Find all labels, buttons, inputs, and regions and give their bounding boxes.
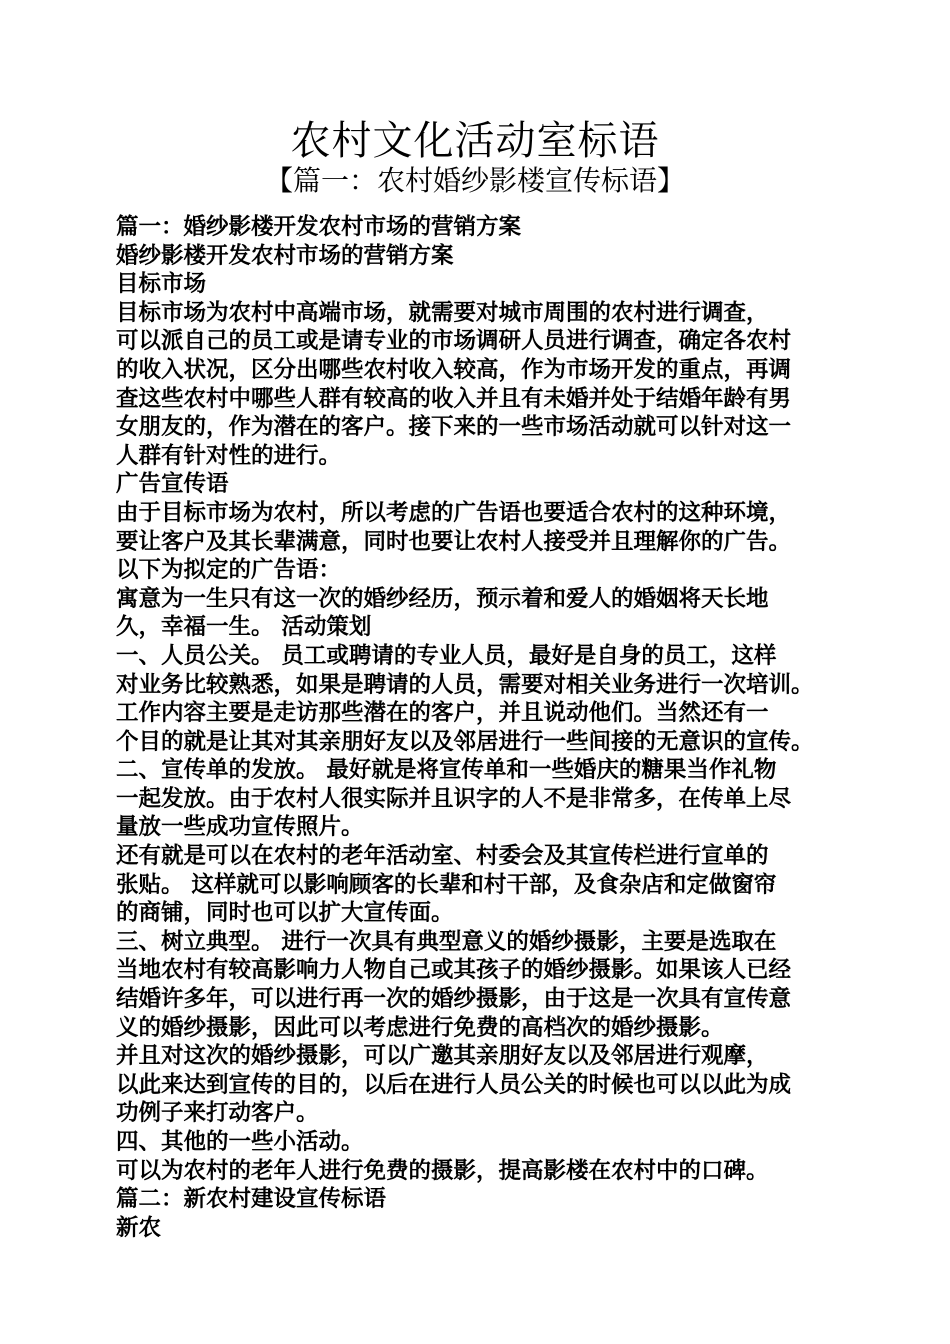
text-line: 四、其他的一些小活动。 <box>116 1129 364 1155</box>
text-line: 可以为农村的老年人进行免费的摄影，提高影楼在农村中的口碑。 <box>116 1157 769 1184</box>
text-line: 以此来达到宣传的目的，以后在进行人员公关的时候也可以以此为成 <box>116 1071 792 1098</box>
text-line: 二、宣传单的发放。 最好就是将宣传单和一些婚庆的糖果当作礼物 <box>116 757 777 784</box>
text-line: 三、树立典型。 进行一次具有典型意义的婚纱摄影，主要是选取在 <box>116 928 777 955</box>
text-line: 个目的就是让其对其亲朋好友以及邻居进行一些间接的无意识的宣传。 <box>116 728 814 755</box>
text-line: 目标市场 <box>116 271 207 298</box>
text-line: 结婚许多年，可以进行再一次的婚纱摄影，由于这是一次具有宣传意 <box>116 986 792 1013</box>
text-line: 并且对这次的婚纱摄影，可以广邀其亲朋好友以及邻居进行观摩， <box>116 1043 769 1070</box>
text-line: 功例子来打动客户。 <box>116 1100 319 1127</box>
text-line: 可以派自己的员工或是请专业的市场调研人员进行调查，确定各农村 <box>116 328 792 355</box>
text-line: 寓意为一生只有这一次的婚纱经历，预示着和爱人的婚姻将天长地 <box>116 585 769 612</box>
document-subtitle: 【篇一：农村婚纱影楼宣传标语】 <box>264 164 685 197</box>
text-line: 女朋友的，作为潜在的客户。接下来的一些市场活动就可以针对这一 <box>116 414 792 441</box>
text-line: 广告宣传语 <box>116 471 229 498</box>
text-line: 量放一些成功宣传照片。 <box>116 814 364 841</box>
text-line: 一、人员公关。 员工或聘请的专业人员，最好是自身的员工，这样 <box>116 642 777 669</box>
text-line: 查这些农村中哪些人群有较高的收入并且有未婚并处于结婚年龄有男 <box>116 385 792 412</box>
text-line: 篇一：婚纱影楼开发农村市场的营销方案 <box>116 214 522 240</box>
text-line: 义的婚纱摄影，因此可以考虑进行免费的高档次的婚纱摄影。 <box>116 1014 724 1041</box>
text-line: 婚纱影楼开发农村市场的营销方案 <box>116 242 454 269</box>
text-line: 对业务比较熟悉，如果是聘请的人员，需要对相关业务进行一次培训。 <box>116 671 814 698</box>
document-body <box>116 213 846 1242</box>
text-line: 目标市场为农村中高端市场，就需要对城市周围的农村进行调查， <box>116 299 769 326</box>
text-line: 张贴。 这样就可以影响顾客的长辈和村干部，及食杂店和定做窗帘 <box>116 871 777 898</box>
text-line: 以下为拟定的广告语： <box>116 557 342 584</box>
text-line: 工作内容主要是走访那些潜在的客户，并且说动他们。当然还有一 <box>116 700 769 727</box>
text-line: 的收入状况，区分出哪些农村收入较高，作为市场开发的重点，再调 <box>116 356 792 383</box>
text-line: 由于目标市场为农村，所以考虑的广告语也要适合农村的这种环境， <box>116 499 792 526</box>
text-line: 久，幸福一生。 活动策划 <box>116 614 372 641</box>
text-line: 一起发放。由于农村人很实际并且识字的人不是非常多，在传单上尽 <box>116 785 792 812</box>
text-line: 新农 <box>116 1214 162 1241</box>
text-line: 当地农村有较高影响力人物自己或其孩子的婚纱摄影。如果该人已经 <box>116 957 792 984</box>
text-line: 篇二：新农村建设宣传标语 <box>116 1186 387 1213</box>
document-title: 农村文化活动室标语 <box>290 118 660 164</box>
text-line: 还有就是可以在农村的老年活动室、村委会及其宣传栏进行宣单的 <box>116 843 769 870</box>
text-line: 要让客户及其长辈满意，同时也要让农村人接受并且理解你的广告。 <box>116 528 792 555</box>
text-line: 人群有针对性的进行。 <box>116 442 342 469</box>
text-line: 的商铺，同时也可以扩大宣传面。 <box>116 900 454 927</box>
